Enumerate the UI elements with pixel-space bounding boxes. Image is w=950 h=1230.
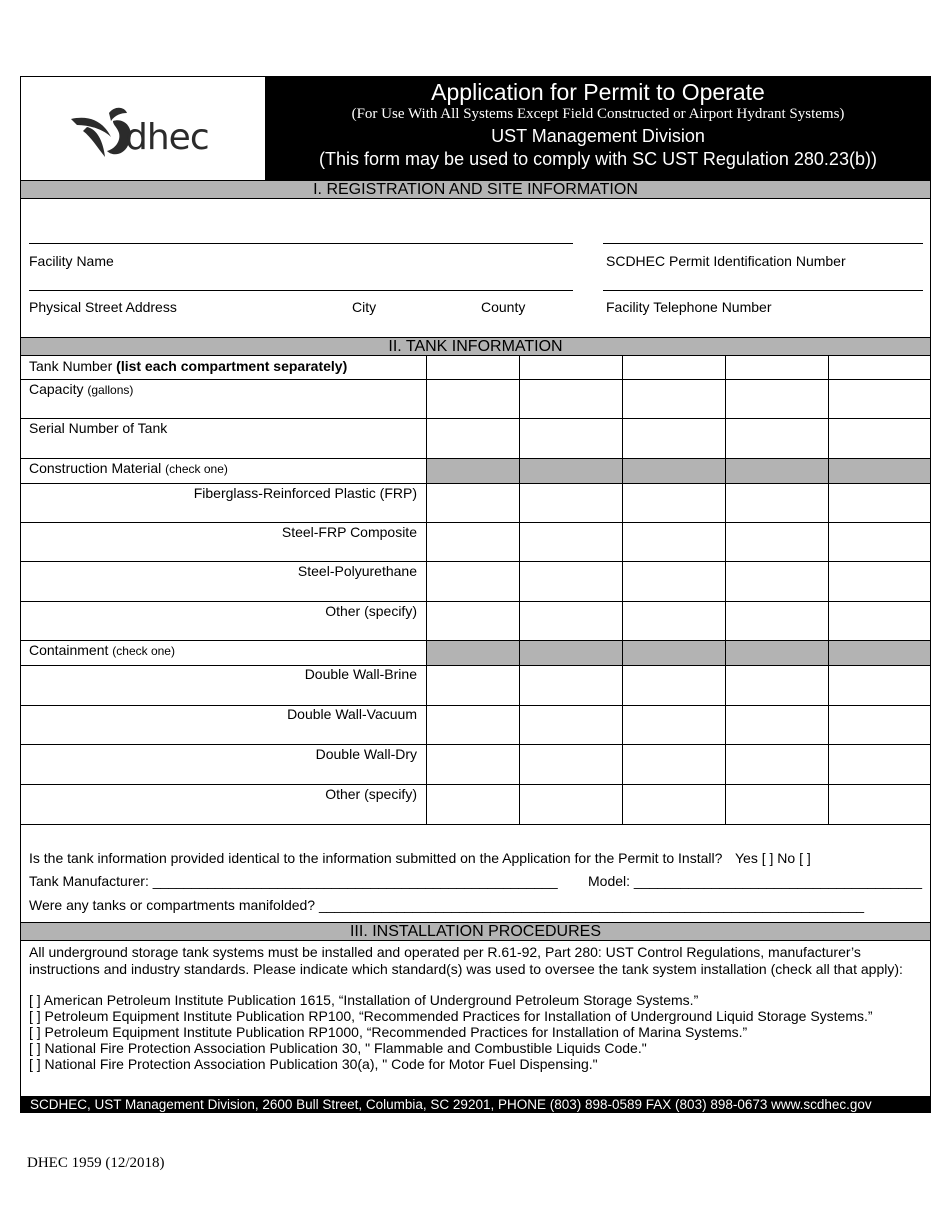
identical-yes-no[interactable]: Yes [ ] No [ ] <box>735 850 811 866</box>
standard-nfpa-30a[interactable]: [ ] National Fire Protection Association Publication 30(a), " Code for Motor Fuel Dispensing." <box>29 1056 598 1072</box>
col-line <box>519 356 520 824</box>
row-line <box>21 379 930 380</box>
other-construction-label: Other (specify) <box>325 603 417 619</box>
installation-intro-2: instructions and industry standards. Please indicate which standard(s) was used to oversee the tank system installation (check all that apply): <box>29 961 903 977</box>
form-header <box>21 77 930 180</box>
manifolded-field[interactable]: Were any tanks or compartments manifolded? ______________________________________________________________________ <box>29 897 865 913</box>
standard-pei-rp1000[interactable]: [ ] Petroleum Equipment Institute Publication RP1000, “Recommended Practices for Installation of Marina Systems.” <box>29 1024 748 1040</box>
row-line <box>21 705 930 706</box>
standard-nfpa-30[interactable]: [ ] National Fire Protection Association Publication 30, " Flammable and Combustible Liquids Code." <box>29 1040 647 1056</box>
title-box <box>266 77 930 180</box>
row-line <box>21 418 930 419</box>
col-line <box>725 356 726 824</box>
address-field[interactable] <box>29 290 573 291</box>
row-line <box>21 601 930 602</box>
telephone-field[interactable] <box>603 290 923 291</box>
construction-text: Construction Material <box>29 460 162 476</box>
serial-label: Serial Number of Tank <box>29 420 168 436</box>
row-line <box>21 784 930 785</box>
col-line <box>828 356 829 824</box>
permit-id-label: SCDHEC Permit Identification Number <box>606 253 846 269</box>
section-tank-header: II. TANK INFORMATION <box>21 337 930 356</box>
row-line <box>21 483 930 484</box>
vacuum-label: Double Wall-Vacuum <box>287 706 417 722</box>
frp-label: Fiberglass-Reinforced Plastic (FRP) <box>193 485 417 501</box>
col-line <box>426 356 427 824</box>
division-name: UST Management Division <box>491 126 705 146</box>
row-line <box>21 458 930 459</box>
steel-poly-label: Steel-Polyurethane <box>297 563 417 579</box>
tank-number-note: (list each compartment separately) <box>116 358 348 374</box>
facility-name-label: Facility Name <box>29 253 114 269</box>
tank-number-label <box>29 358 347 374</box>
facility-name-field[interactable] <box>29 243 573 244</box>
containment-text: Containment <box>29 642 109 658</box>
row-line <box>21 640 930 641</box>
row-line <box>21 561 930 562</box>
dhec-logo-icon <box>69 101 229 161</box>
regulation-note: (This form may be used to comply with SC UST Regulation 280.23(b)) <box>319 149 877 169</box>
form-subtitle: (For Use With All Systems Except Field Constructed or Airport Hydrant Systems) <box>351 106 845 122</box>
brine-label: Double Wall-Brine <box>304 666 417 682</box>
containment-shade <box>426 641 930 665</box>
col-line <box>622 356 623 824</box>
standard-pei-rp100[interactable]: [ ] Petroleum Equipment Institute Publication RP100, “Recommended Practices for Installation of Underground Liquid Storage Systems.” <box>29 1008 873 1024</box>
form-title: Application for Permit to Operate <box>431 79 765 105</box>
manufacturer-field[interactable]: Tank Manufacturer: ____________________________________________________ <box>29 873 558 889</box>
city-label: City <box>352 299 377 315</box>
containment-label <box>29 642 175 658</box>
row-line <box>21 522 930 523</box>
row-line <box>21 824 930 825</box>
row-line <box>21 665 930 666</box>
row-line <box>21 744 930 745</box>
dry-label: Double Wall-Dry <box>315 746 417 762</box>
permit-id-field[interactable] <box>603 243 923 244</box>
logo-text: dhec <box>125 117 209 158</box>
installation-intro-1: All underground storage tank systems must be installed and operated per R.61-92, Part 280: UST Control Regulations, manufacturer’s <box>29 944 861 960</box>
steel-frp-label: Steel-FRP Composite <box>281 524 417 540</box>
model-field[interactable]: Model: _____________________________________ <box>588 873 922 889</box>
address-label: Physical Street Address <box>29 299 177 315</box>
identical-question: Is the tank information provided identical to the information submitted on the Application for the Permit to Install? <box>29 850 723 866</box>
tank-number-text: Tank Number <box>29 358 113 374</box>
construction-label <box>29 460 228 476</box>
form-number: DHEC 1959 (12/2018) <box>27 1155 165 1171</box>
capacity-label <box>29 381 133 397</box>
section-registration-header: I. REGISTRATION AND SITE INFORMATION <box>21 180 930 199</box>
permit-form <box>20 76 931 1113</box>
logo-box <box>21 77 266 180</box>
construction-shade <box>426 459 930 483</box>
section-installation-header: III. INSTALLATION PROCEDURES <box>21 922 930 941</box>
standard-api-1615[interactable]: [ ] American Petroleum Institute Publication 1615, “Installation of Underground Petroleum Storage Systems.” <box>29 992 699 1008</box>
footer-address: SCDHEC, UST Management Division, 2600 Bull Street, Columbia, SC 29201, PHONE (803) 898-0589 FAX (803) 898-0673 www.scdhec.gov <box>21 1096 930 1113</box>
containment-check-one: (check one) <box>112 644 175 658</box>
capacity-unit: (gallons) <box>87 383 134 397</box>
telephone-label: Facility Telephone Number <box>606 299 772 315</box>
capacity-text: Capacity <box>29 381 84 397</box>
construction-check-one: (check one) <box>165 462 228 476</box>
other-containment-label: Other (specify) <box>325 786 417 802</box>
county-label: County <box>481 299 526 315</box>
